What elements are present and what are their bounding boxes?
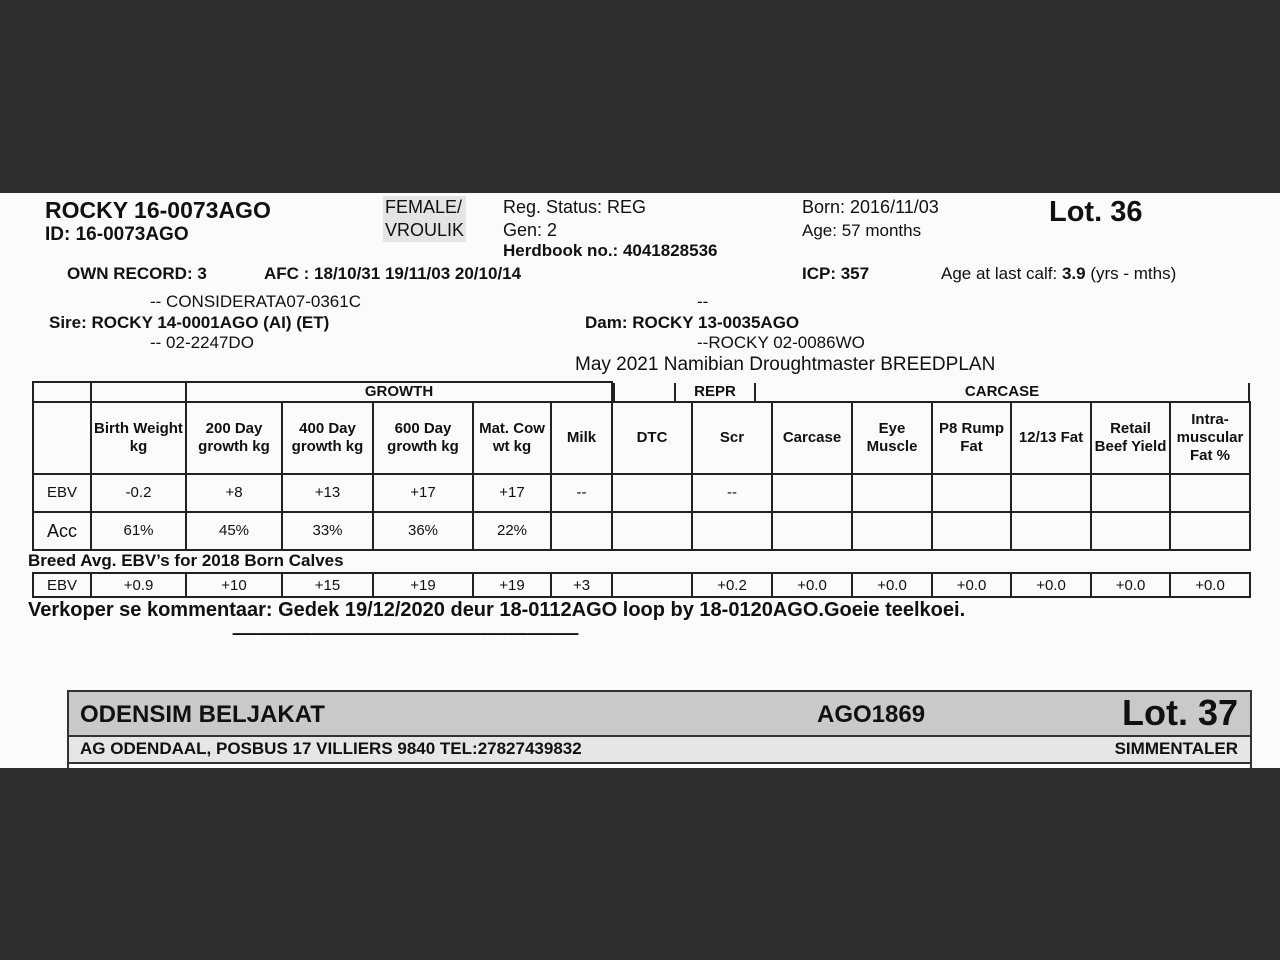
acc-cell (1011, 512, 1091, 550)
header-cell: Birth Weight kg (91, 402, 186, 474)
avg-cell: +0.0 (1011, 573, 1091, 597)
ebv-cell (772, 474, 852, 512)
header-cell: 600 Day growth kg (373, 402, 473, 474)
ebv-cell (1170, 474, 1250, 512)
ebv-cell: +17 (473, 474, 551, 512)
header-blank (33, 402, 91, 474)
sire-sire: -- CONSIDERATA07-0361C (150, 292, 361, 311)
sire: Sire: ROCKY 14-0001AGO (AI) (ET) (49, 313, 330, 332)
gender-af: VROULIK (385, 220, 465, 240)
header-cell: Intra-muscular Fat % (1170, 402, 1250, 474)
header-cell: 200 Day growth kg (186, 402, 282, 474)
avg-cell: +19 (473, 573, 551, 597)
header-cell: Scr (692, 402, 772, 474)
ebv-cell (932, 474, 1011, 512)
header-cell: Retail Beef Yield (1091, 402, 1170, 474)
avg-cell: +0.0 (1170, 573, 1250, 597)
header-row (33, 402, 1250, 474)
seller-comment: Verkoper se kommentaar: Gedek 19/12/2020 deur 18-0112AGO loop by 18-0120AGO.Goeie teelkoei. (28, 599, 966, 621)
avg-cell: +19 (373, 573, 473, 597)
ebv-cell (852, 474, 932, 512)
acc-cell (852, 512, 932, 550)
catalogue-page (0, 193, 1280, 768)
acc-cell (932, 512, 1011, 550)
sire-dam: -- 02-2247DO (150, 333, 254, 352)
ebv-cell: -- (692, 474, 772, 512)
age-last-calf-label: Age at last calf: (941, 264, 1062, 283)
header-cell: P8 Rump Fat (932, 402, 1011, 474)
birth-date: Born: 2016/11/03 (802, 197, 939, 217)
avg-cell: +3 (551, 573, 612, 597)
afc-dates: AFC : 18/10/31 19/11/03 20/10/14 (264, 264, 522, 283)
ebv-cell: +13 (282, 474, 373, 512)
generation: Gen: 2 (503, 220, 558, 240)
breed-avg-table (32, 572, 1251, 598)
acc-cell: 61% (91, 512, 186, 550)
avg-cell (612, 573, 692, 597)
age-last-calf-value: 3.9 (1061, 264, 1086, 283)
header-cell: 12/13 Fat (1011, 402, 1091, 474)
avg-cell: +15 (282, 573, 373, 597)
group-right (612, 382, 1250, 402)
ebv-cell (612, 474, 692, 512)
acc-cell: 22% (473, 512, 551, 550)
ebv-cell: +17 (373, 474, 473, 512)
acc-row (33, 512, 1250, 550)
group-blank (33, 382, 91, 402)
lot-37-title-row (69, 692, 1250, 737)
header-cell: Mat. Cow wt kg (473, 402, 551, 474)
dam: Dam: ROCKY 13-0035AGO (585, 313, 800, 332)
ebv-cell (1091, 474, 1170, 512)
avg-cell: +0.2 (692, 573, 772, 597)
header-cell: Carcase (772, 402, 852, 474)
animal-name: ROCKY 16-0073AGO (45, 197, 271, 223)
ebv-cell: -- (551, 474, 612, 512)
acc-cell (692, 512, 772, 550)
acc-cell (551, 512, 612, 550)
ebv-cell (1011, 474, 1091, 512)
animal-id: ID: 16-0073AGO (45, 224, 189, 245)
lot-37-name: ODENSIM BELJAKAT (80, 701, 325, 728)
ebv-row (33, 474, 1250, 512)
breedplan-title: May 2021 Namibian Droughtmaster BREEDPLAN (575, 354, 996, 375)
group-blank-dtc (614, 383, 675, 401)
own-record: OWN RECORD: 3 (67, 264, 207, 283)
group-blank-birth (91, 382, 186, 402)
group-growth: GROWTH (186, 382, 612, 402)
avg-cell: +0.0 (932, 573, 1011, 597)
age-months: Age: 57 months (802, 221, 922, 240)
header-cell: Eye Muscle (852, 402, 932, 474)
lot-number: Lot. 36 (1049, 196, 1143, 228)
avg-cell: +0.0 (772, 573, 852, 597)
age-last-calf-unit: (yrs - mths) (1085, 264, 1177, 283)
herdbook-number: Herdbook no.: 4041828536 (503, 241, 718, 260)
acc-cell (1170, 512, 1250, 550)
header-cell: 400 Day growth kg (282, 402, 373, 474)
lot-37-breed: SIMMENTALER (1114, 739, 1238, 758)
row-label: Acc (33, 512, 91, 550)
row-label: EBV (33, 573, 91, 597)
acc-cell (612, 512, 692, 550)
lot-37-header (67, 690, 1252, 768)
divider-line: ---------------------------------------------------------------------------------------- (232, 625, 578, 642)
gender-en: FEMALE/ (383, 196, 466, 219)
lot-37-number: Lot. 37 (1121, 692, 1238, 733)
reg-status: Reg. Status: REG (503, 197, 647, 217)
ebv-table (32, 381, 1251, 551)
gender-box (383, 196, 466, 242)
avg-cell: +0.9 (91, 573, 186, 597)
icp: ICP: 357 (802, 264, 870, 283)
age-last-calf (941, 264, 1176, 284)
dam-dam: --ROCKY 02-0086WO (697, 333, 865, 352)
group-repr: REPR (675, 383, 755, 401)
row-label: EBV (33, 474, 91, 512)
avg-cell: +10 (186, 573, 282, 597)
acc-cell (1091, 512, 1170, 550)
acc-cell (772, 512, 852, 550)
avg-cell: +0.0 (852, 573, 932, 597)
avg-row (33, 573, 1250, 597)
acc-cell: 36% (373, 512, 473, 550)
lot-37-owner: AG ODENDAAL, POSBUS 17 VILLIERS 9840 TEL:27827439832 (80, 739, 582, 758)
ebv-cell: -0.2 (91, 474, 186, 512)
group-carcase: CARCASE (755, 383, 1249, 401)
dam-sire: -- (697, 292, 709, 311)
acc-cell: 33% (282, 512, 373, 550)
ebv-cell: +8 (186, 474, 282, 512)
breed-avg-title: Breed Avg. EBV’s for 2018 Born Calves (28, 551, 344, 570)
avg-cell: +0.0 (1091, 573, 1170, 597)
header-cell: Milk (551, 402, 612, 474)
header-cell: DTC (612, 402, 692, 474)
lot-37-code: AGO1869 (817, 701, 926, 728)
lot-37-owner-row (69, 737, 1250, 764)
acc-cell: 45% (186, 512, 282, 550)
